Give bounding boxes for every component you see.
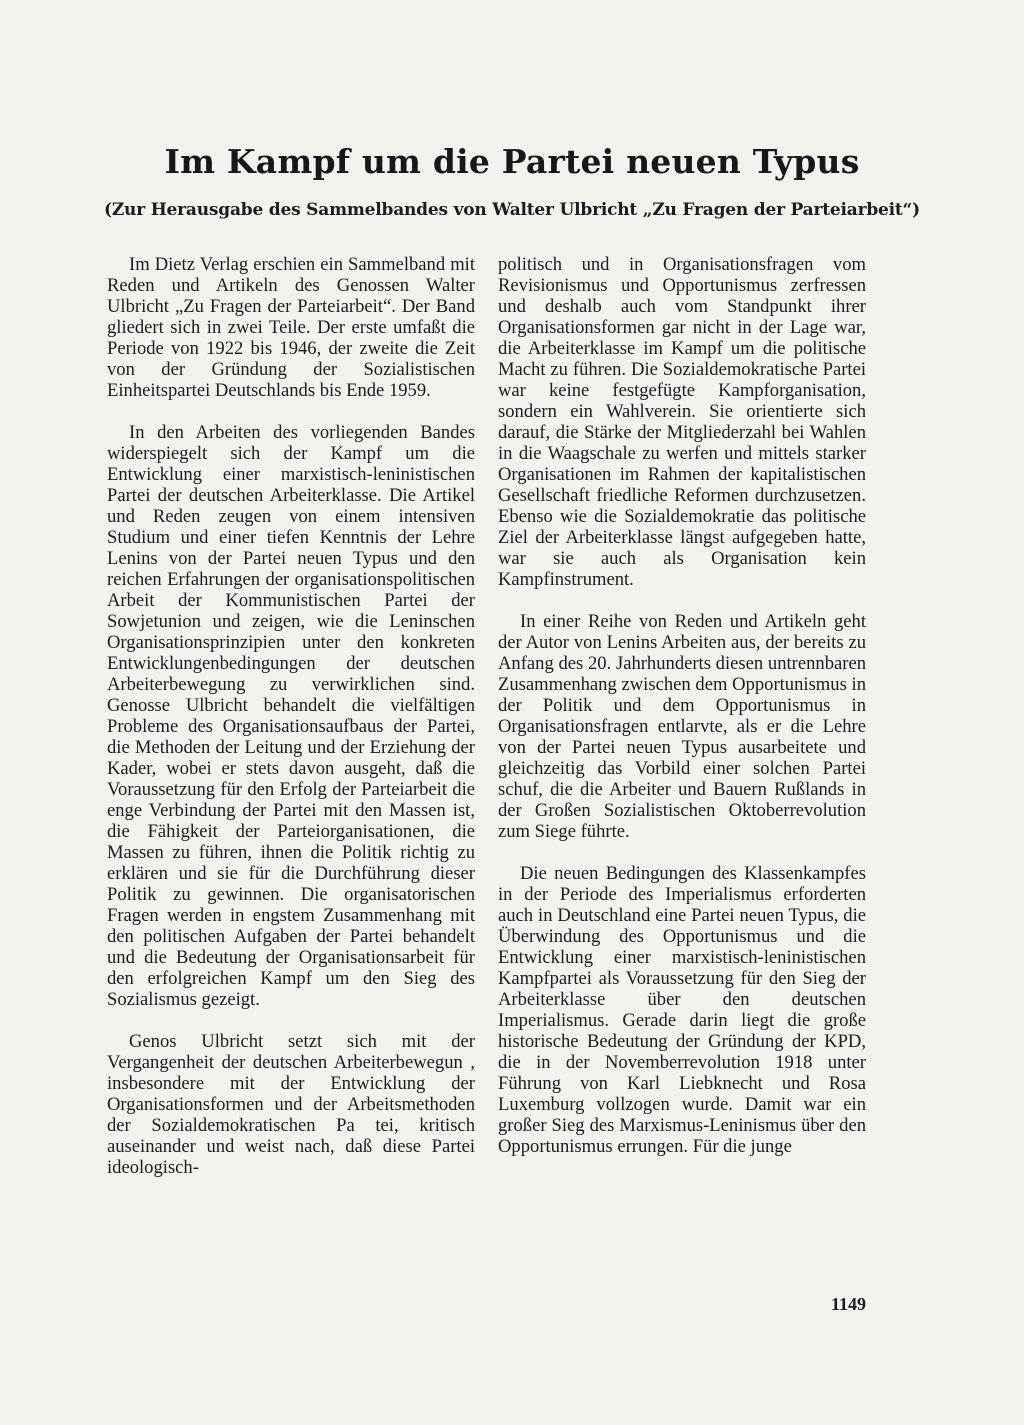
paragraph: Die neuen Bedingungen des Klassenkampfes in der Periode des Imperialismus erforderten auch in Deutschland eine Partei neuen Typus, die Überwindung des Opportunismus und die Entwicklung einer marxistisch-leninistischen Kampfpartei als Voraussetzung für den Sieg der Arbeiterklasse über den deutschen Imperialismus. Gerade darin liegt die große historische Bedeutung der Gründung der KPD, die in der Novemberrevolution 1918 unter Führung von Karl Liebknecht und Rosa Luxemburg vollzogen wurde. Damit war ein großer Sieg des Marxismus-Leninismus über den Opportunismus errungen. Für die junge	[498, 863, 866, 1157]
paragraph: In einer Reihe von Reden und Artikeln geht der Autor von Lenins Arbeiten aus, der bereits zu Anfang des 20. Jahrhunderts diesen untrennbaren Zusammenhang zwischen dem Opportunismus in der Politik und dem Opportunismus in Organisationsfragen entlarvte, als er die Lehre von der Partei neuen Typus ausarbeitete und gleichzeitig das Vorbild einer solchen Partei schuf, die die Arbeiter und Bauern Rußlands in der Großen Sozialistischen Oktoberrevolution zum Siege führte.	[498, 611, 866, 842]
article-subtitle: (Zur Herausgabe des Sammelbandes von Walter Ulbricht „Zu Fragen der Parteiarbeit“)	[104, 200, 920, 220]
paragraph: Genos Ulbricht setzt sich mit der Vergangenheit der deutschen Arbeiterbewegun , insbesondere mit der Entwicklung der Organisationsformen und der Arbeitsmethoden der Sozialdemokratischen Pa tei, kritisch auseinander und weist nach, daß diese Partei ideologisch-	[107, 1031, 475, 1178]
article-title: Im Kampf um die Partei neuen Typus	[164, 142, 860, 181]
paragraph: Im Dietz Verlag erschien ein Sammelband mit Reden und Artikeln des Genossen Walter Ulbricht „Zu Fragen der Parteiarbeit“. Der Band gliedert sich in zwei Teile. Der erste umfaßt die Periode von 1922 bis 1946, der zweite die Zeit von der Gründung der Sozialistischen Einheitspartei Deutschlands bis Ende 1959.	[107, 254, 475, 401]
page-number: 1149	[830, 1294, 866, 1314]
right-column	[498, 254, 866, 1178]
paragraph: In den Arbeiten des vorliegenden Bandes widerspiegelt sich der Kampf um die Entwicklung einer marxistisch-leninistischen Partei der deutschen Arbeiterklasse. Die Artikel und Reden zeugen von einem intensiven Studium und einer tiefen Kenntnis der Lehre Lenins von der Partei neuen Typus und den reichen Erfahrungen der organisationspolitischen Arbeit der Kommunistischen Partei der Sowjetunion und zeigen, wie die Leninschen Organisationsprinzipien unter den konkreten Entwicklungenbedingungen der deutschen Arbeiterbewegung zu verwirklichen sind. Genosse Ulbricht behandelt die vielfältigen Probleme des Organisationsaufbaus der Partei, die Methoden der Leitung und der Erziehung der Kader, wobei er stets davon ausgeht, daß die Voraussetzung für den Erfolg der Parteiarbeit die enge Verbindung der Partei mit den Massen ist, die Fähigkeit der Parteiorganisationen, die Massen zu führen, ihnen die Politik richtig zu erklären und sie für die Durchführung dieser Politik zu gewinnen. Die organisatorischen Fragen werden in engstem Zusammenhang mit den politischen Aufgaben der Partei behandelt und die Bedeutung der Organisationsarbeit für den erfolgreichen Kampf um den Sieg des Sozialismus gezeigt.	[107, 422, 475, 1010]
paragraph: politisch und in Organisationsfragen vom Revisionismus und Opportunismus zerfressen und deshalb auch vom Standpunkt ihrer Organisationsformen gar nicht in der Lage war, die Arbeiterklasse im Kampf um die politische Macht zu führen. Die Sozialdemokratische Partei war keine festgefügte Kampforganisation, sondern ein Wahlverein. Sie orientierte sich darauf, die Stärke der Mitgliederzahl bei Wahlen in die Waagschale zu werfen und mittels starker Organisationen im Rahmen der kapitalistischen Gesellschaft friedliche Reformen durchzusetzen. Ebenso wie die Sozialdemokratie das politische Ziel der Arbeiterklasse längst aufgegeben hatte, war sie auch als Organisation kein Kampfinstrument.	[498, 254, 866, 590]
left-column	[107, 254, 475, 1199]
